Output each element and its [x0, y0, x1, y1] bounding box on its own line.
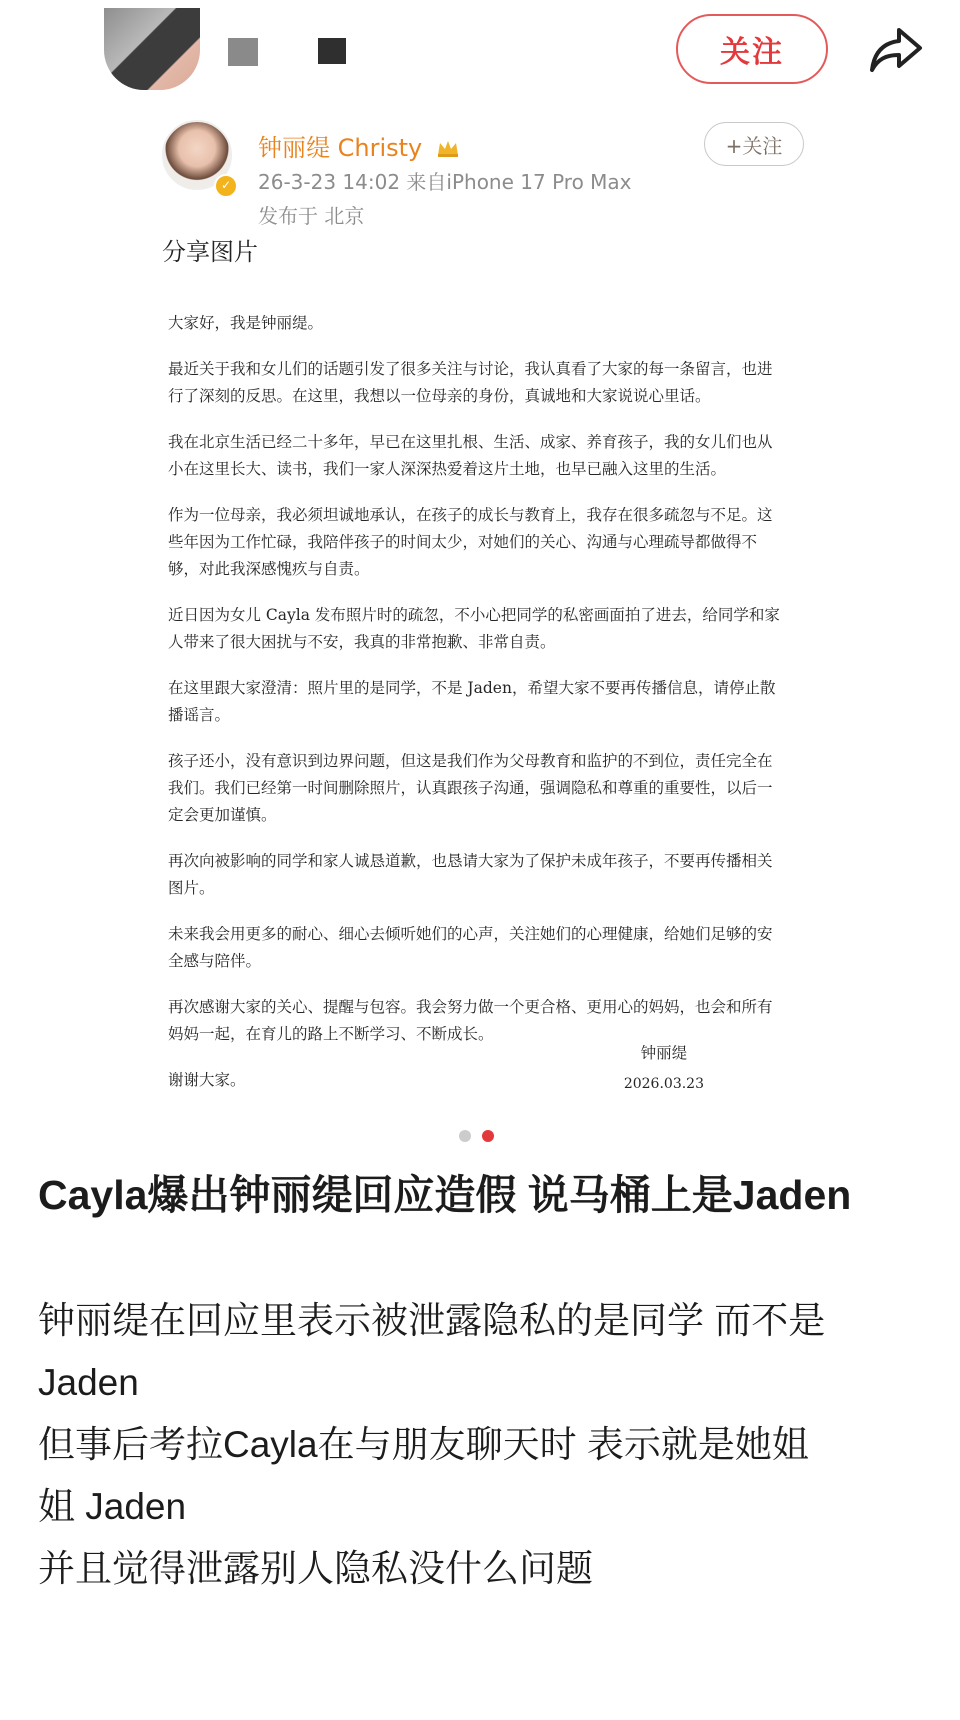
username-blur-block: [228, 38, 258, 66]
letter-paragraph: 再次感谢大家的关心、提醒与包容。我会努力做一个更合格、更用心的妈妈，也会和所有妈妈一起，在育儿的路上不断学习、不断成长。: [168, 998, 773, 1043]
post-location: 发布于 北京: [258, 204, 365, 228]
letter-date: 2026.03.23: [623, 1076, 704, 1092]
letter-signature-block: [624, 1040, 704, 1098]
letter-signature: 钟丽缇: [640, 1044, 688, 1062]
letter-paragraph: 近日因为女儿 Cayla 发布照片时的疏忽，不小心把同学的私密画面拍了进去，给同学和家人带来了很大困扰与不安，我真的非常抱歉、非常自责。: [168, 606, 780, 651]
user-avatar-blurred[interactable]: [104, 8, 200, 90]
letter-paragraph: 大家好，我是钟丽缇。: [168, 314, 324, 332]
username-blur-block: [318, 38, 346, 64]
crown-icon: [436, 138, 460, 158]
post-follow-button[interactable]: +关注: [704, 122, 804, 166]
letter-paragraph: 在这里跟大家澄清：照片里的是同学，不是 Jaden，希望大家不要再传播信息，请停止散播谣言。: [168, 679, 776, 724]
carousel-dot-active[interactable]: [482, 1130, 494, 1142]
article-line: 钟丽缇在回应里表示被泄露隐私的是同学 而不是: [38, 1300, 826, 1341]
carousel-indicator: [0, 1130, 960, 1144]
letter-paragraph: 最近关于我和女儿们的话题引发了很多关注与讨论，我认真看了大家的每一条留言，也进行了深刻的反思。在这里，我想以一位母亲的身份，真诚地和大家说说心里话。: [168, 360, 773, 405]
article-body: [38, 1290, 938, 1600]
article-headline: Cayla爆出钟丽缇回应造假 说马桶上是Jaden: [38, 1172, 852, 1218]
article-line: 并且觉得泄露别人隐私没什么问题: [38, 1548, 593, 1589]
top-bar: [0, 0, 960, 105]
letter-paragraph: 我在北京生活已经二十多年，早已在这里扎根、生活、成家、养育孩子，我的女儿们也从小在这里长大、读书，我们一家人深深热爱着这片土地，也早已融入这里的生活。: [168, 433, 773, 478]
letter-paragraph: 再次向被影响的同学和家人诚恳道歉，也恳请大家为了保护未成年孩子，不要再传播相关图片。: [168, 852, 773, 897]
letter-paragraph: 谢谢大家。: [168, 1071, 246, 1089]
article-line: 姐 Jaden: [38, 1486, 187, 1527]
post-timestamp-device: 26-3-23 14:02 来自iPhone 17 Pro Max: [258, 170, 632, 194]
follow-button[interactable]: 关注: [676, 14, 828, 84]
letter-paragraph: 作为一位母亲，我必须坦诚地承认，在孩子的成长与教育上，我存在很多疏忽与不足。这些年因为工作忙碌，我陪伴孩子的时间太少，对她们的关心、沟通与心理疏导都做得不够，对此我深感愧疚与自责。: [168, 506, 773, 578]
statement-letter-image[interactable]: [150, 310, 790, 1090]
letter-paragraph: 孩子还小，没有意识到边界问题，但这是我们作为父母教育和监护的不到位，责任完全在我们。我们已经第一时间删除照片，认真跟孩子沟通，强调隐私和尊重的重要性，以后一定会更加谨慎。: [168, 752, 773, 824]
share-icon[interactable]: [866, 20, 926, 80]
post-text: 分享图片: [162, 238, 258, 266]
carousel-dot[interactable]: [459, 1130, 471, 1142]
author-name-text: 钟丽缇 Christy: [258, 134, 423, 162]
author-name[interactable]: [258, 128, 460, 163]
letter-paragraph: 未来我会用更多的耐心、细心去倾听她们的心声，关注她们的心理健康，给她们足够的安全感与陪伴。: [168, 925, 773, 970]
verified-icon: ✓: [214, 174, 238, 198]
article-line: Jaden: [38, 1362, 139, 1403]
article-line: 但事后考拉Cayla在与朋友聊天时 表示就是她姐: [38, 1424, 809, 1465]
letter-body: [150, 310, 790, 1094]
